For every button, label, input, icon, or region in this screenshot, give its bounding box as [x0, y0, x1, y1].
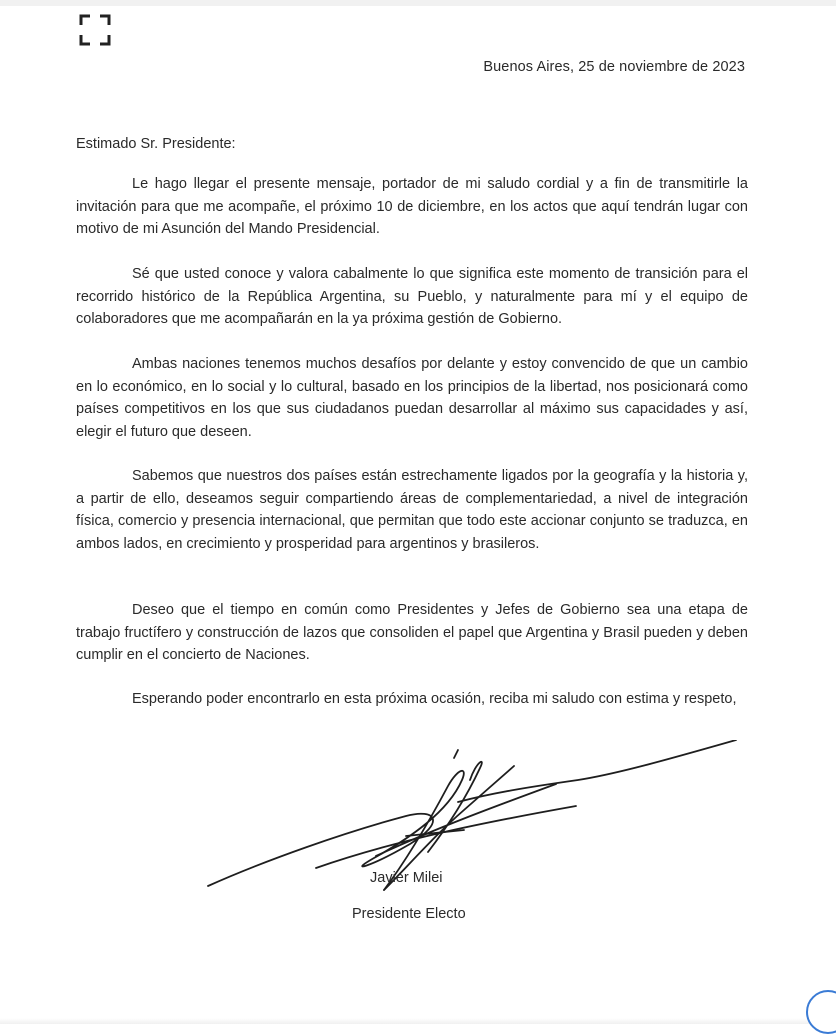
letter-date: Buenos Aires, 25 de noviembre de 2023 — [483, 59, 745, 75]
viewer-bottom-edge — [0, 1018, 836, 1024]
letter-paragraph-2: Sé que usted conoce y valora cabalmente lo que significa este momento de transición para el recorrido histórico de la República Argentina, su Pueblo, y naturalmente para mí y el equipo de colaboradores que me acompañarán en la ya próxima gestión de Gobierno. — [76, 266, 748, 327]
letter-paragraph-4: Sabemos que nuestros dos países están estrechamente ligados por la geografía y la historia y, a partir de ello, deseamos seguir compartiendo áreas de complementariedad, a nivel de integración física, comercio y presencia internacional, que permitan que todo este accionar conjunto se traduzca, en ambos lados, en crecimiento y prosperidad para argentinos y brasileros. — [76, 468, 748, 552]
signatory-title: Presidente Electo — [352, 906, 466, 922]
letter-paragraph-1: Le hago llegar el presente mensaje, portador de mi saludo cordial y a fin de transmitirle la invitación para que me acompañe, el próximo 10 de diciembre, en los actos que aquí tendrán lugar con motivo de mi Asunción del Mando Presidencial. — [76, 176, 748, 237]
letter-paragraph-5: Deseo que el tiempo en común como Presidentes y Jefes de Gobierno sea una etapa de trabajo fructífero y construcción de lazos que consoliden el papel que Argentina y Brasil pueden y deben cumplir en el concierto de Naciones. — [76, 602, 748, 663]
letter-paragraph-6: Esperando poder encontrarlo en esta próxima ocasión, reciba mi saludo con estima y respeto, — [132, 691, 737, 707]
letter-paragraph-3: Ambas naciones tenemos muchos desafíos por delante y estoy convencido de que un cambio en lo económico, en lo social y lo cultural, basado en los principios de la libertad, nos posicionará como países competitivos en los que sus ciudadanos puedan desarrollar al máximo sus capacidades y así, elegir el futuro que deseen. — [76, 356, 748, 440]
signatory-name: Javier Milei — [370, 870, 443, 886]
letter-salutation: Estimado Sr. Presidente: — [76, 136, 236, 152]
handwritten-signature — [196, 740, 796, 940]
help-bubble-icon[interactable] — [806, 990, 836, 1034]
